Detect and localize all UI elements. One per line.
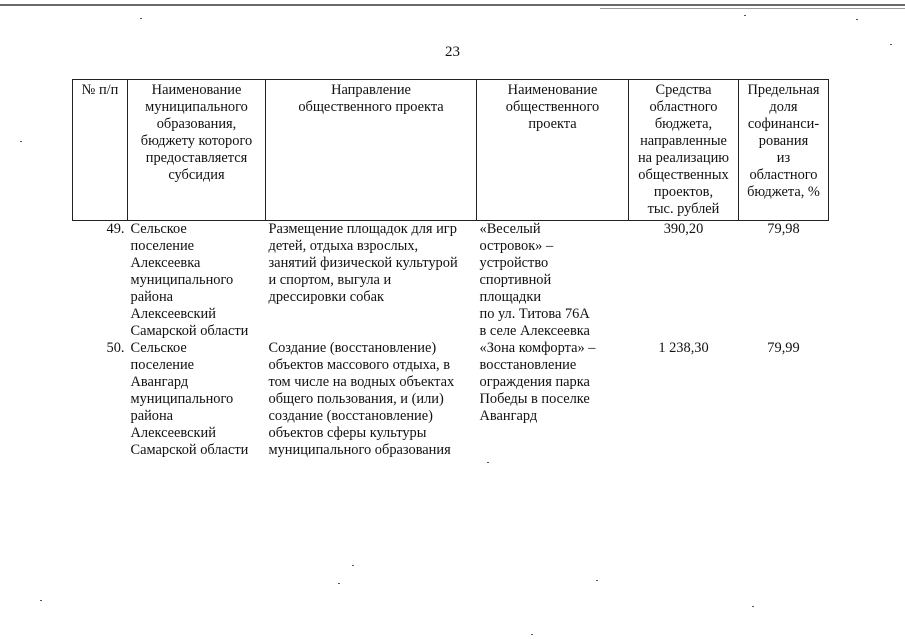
scan-speck <box>20 141 22 142</box>
scan-speck <box>744 15 746 16</box>
row-share: 79,99 <box>767 340 800 356</box>
row-funds: 390,20 <box>663 221 704 237</box>
header-funds: Средства областного бюджета, направленные на реализацию общественных проектов, тыс. рублей <box>629 80 739 221</box>
row-direction: Размещение площадок для игр детей, отдыха взрослых, занятий физической культурой и спортом, выгула и дрессировки собак <box>268 221 458 305</box>
row-share: 79,98 <box>767 221 800 237</box>
scan-speck <box>752 606 754 607</box>
header-direction: Направление общественного проекта <box>266 80 477 221</box>
table-row <box>73 340 829 459</box>
row-number: 50. <box>106 340 125 356</box>
row-number: 49. <box>106 221 125 237</box>
scan-speck <box>338 583 340 584</box>
scan-speck <box>352 565 354 566</box>
scan-speck <box>40 600 42 601</box>
header-share: Предельная доля софинанси- рования из областного бюджета, % <box>739 80 829 221</box>
scan-speck <box>856 19 858 20</box>
scan-speck <box>140 18 142 19</box>
row-project: «Зона комфорта» – восстановление ограждения парка Победы в поселке Авангард <box>479 340 596 424</box>
scan-speck <box>531 634 533 635</box>
scan-edge-line-secondary <box>600 8 905 9</box>
scan-edge-line <box>0 4 905 6</box>
scan-speck <box>596 580 598 581</box>
row-funds: 1 238,30 <box>658 340 709 356</box>
scan-speck <box>890 44 892 45</box>
row-direction: Создание (восстановление) объектов массового отдыха, в том числе на водных объектах общего пользования, и (или) создание (восстановление) объектов сферы культуры муниципального образования <box>268 340 455 458</box>
row-municipality: Сельское поселение Алексеевка муниципального района Алексеевский Самарской области <box>130 221 249 339</box>
row-project: «Веселый островок» – устройство спортивной площадки по ул. Титова 76А в селе Алексеевка <box>479 221 590 339</box>
header-project: Наименование общественного проекта <box>477 80 629 221</box>
row-municipality: Сельское поселение Авангард муниципального района Алексеевский Самарской области <box>130 340 249 458</box>
scan-speck <box>487 462 489 463</box>
table-row <box>73 221 829 341</box>
header-number: № п/п <box>73 80 128 221</box>
table-header <box>73 80 829 221</box>
page-number: 23 <box>445 44 460 60</box>
header-municipality: Наименование муниципального образования, бюджету которого предоставляется субсидия <box>128 80 266 221</box>
subsidy-table <box>72 79 829 459</box>
